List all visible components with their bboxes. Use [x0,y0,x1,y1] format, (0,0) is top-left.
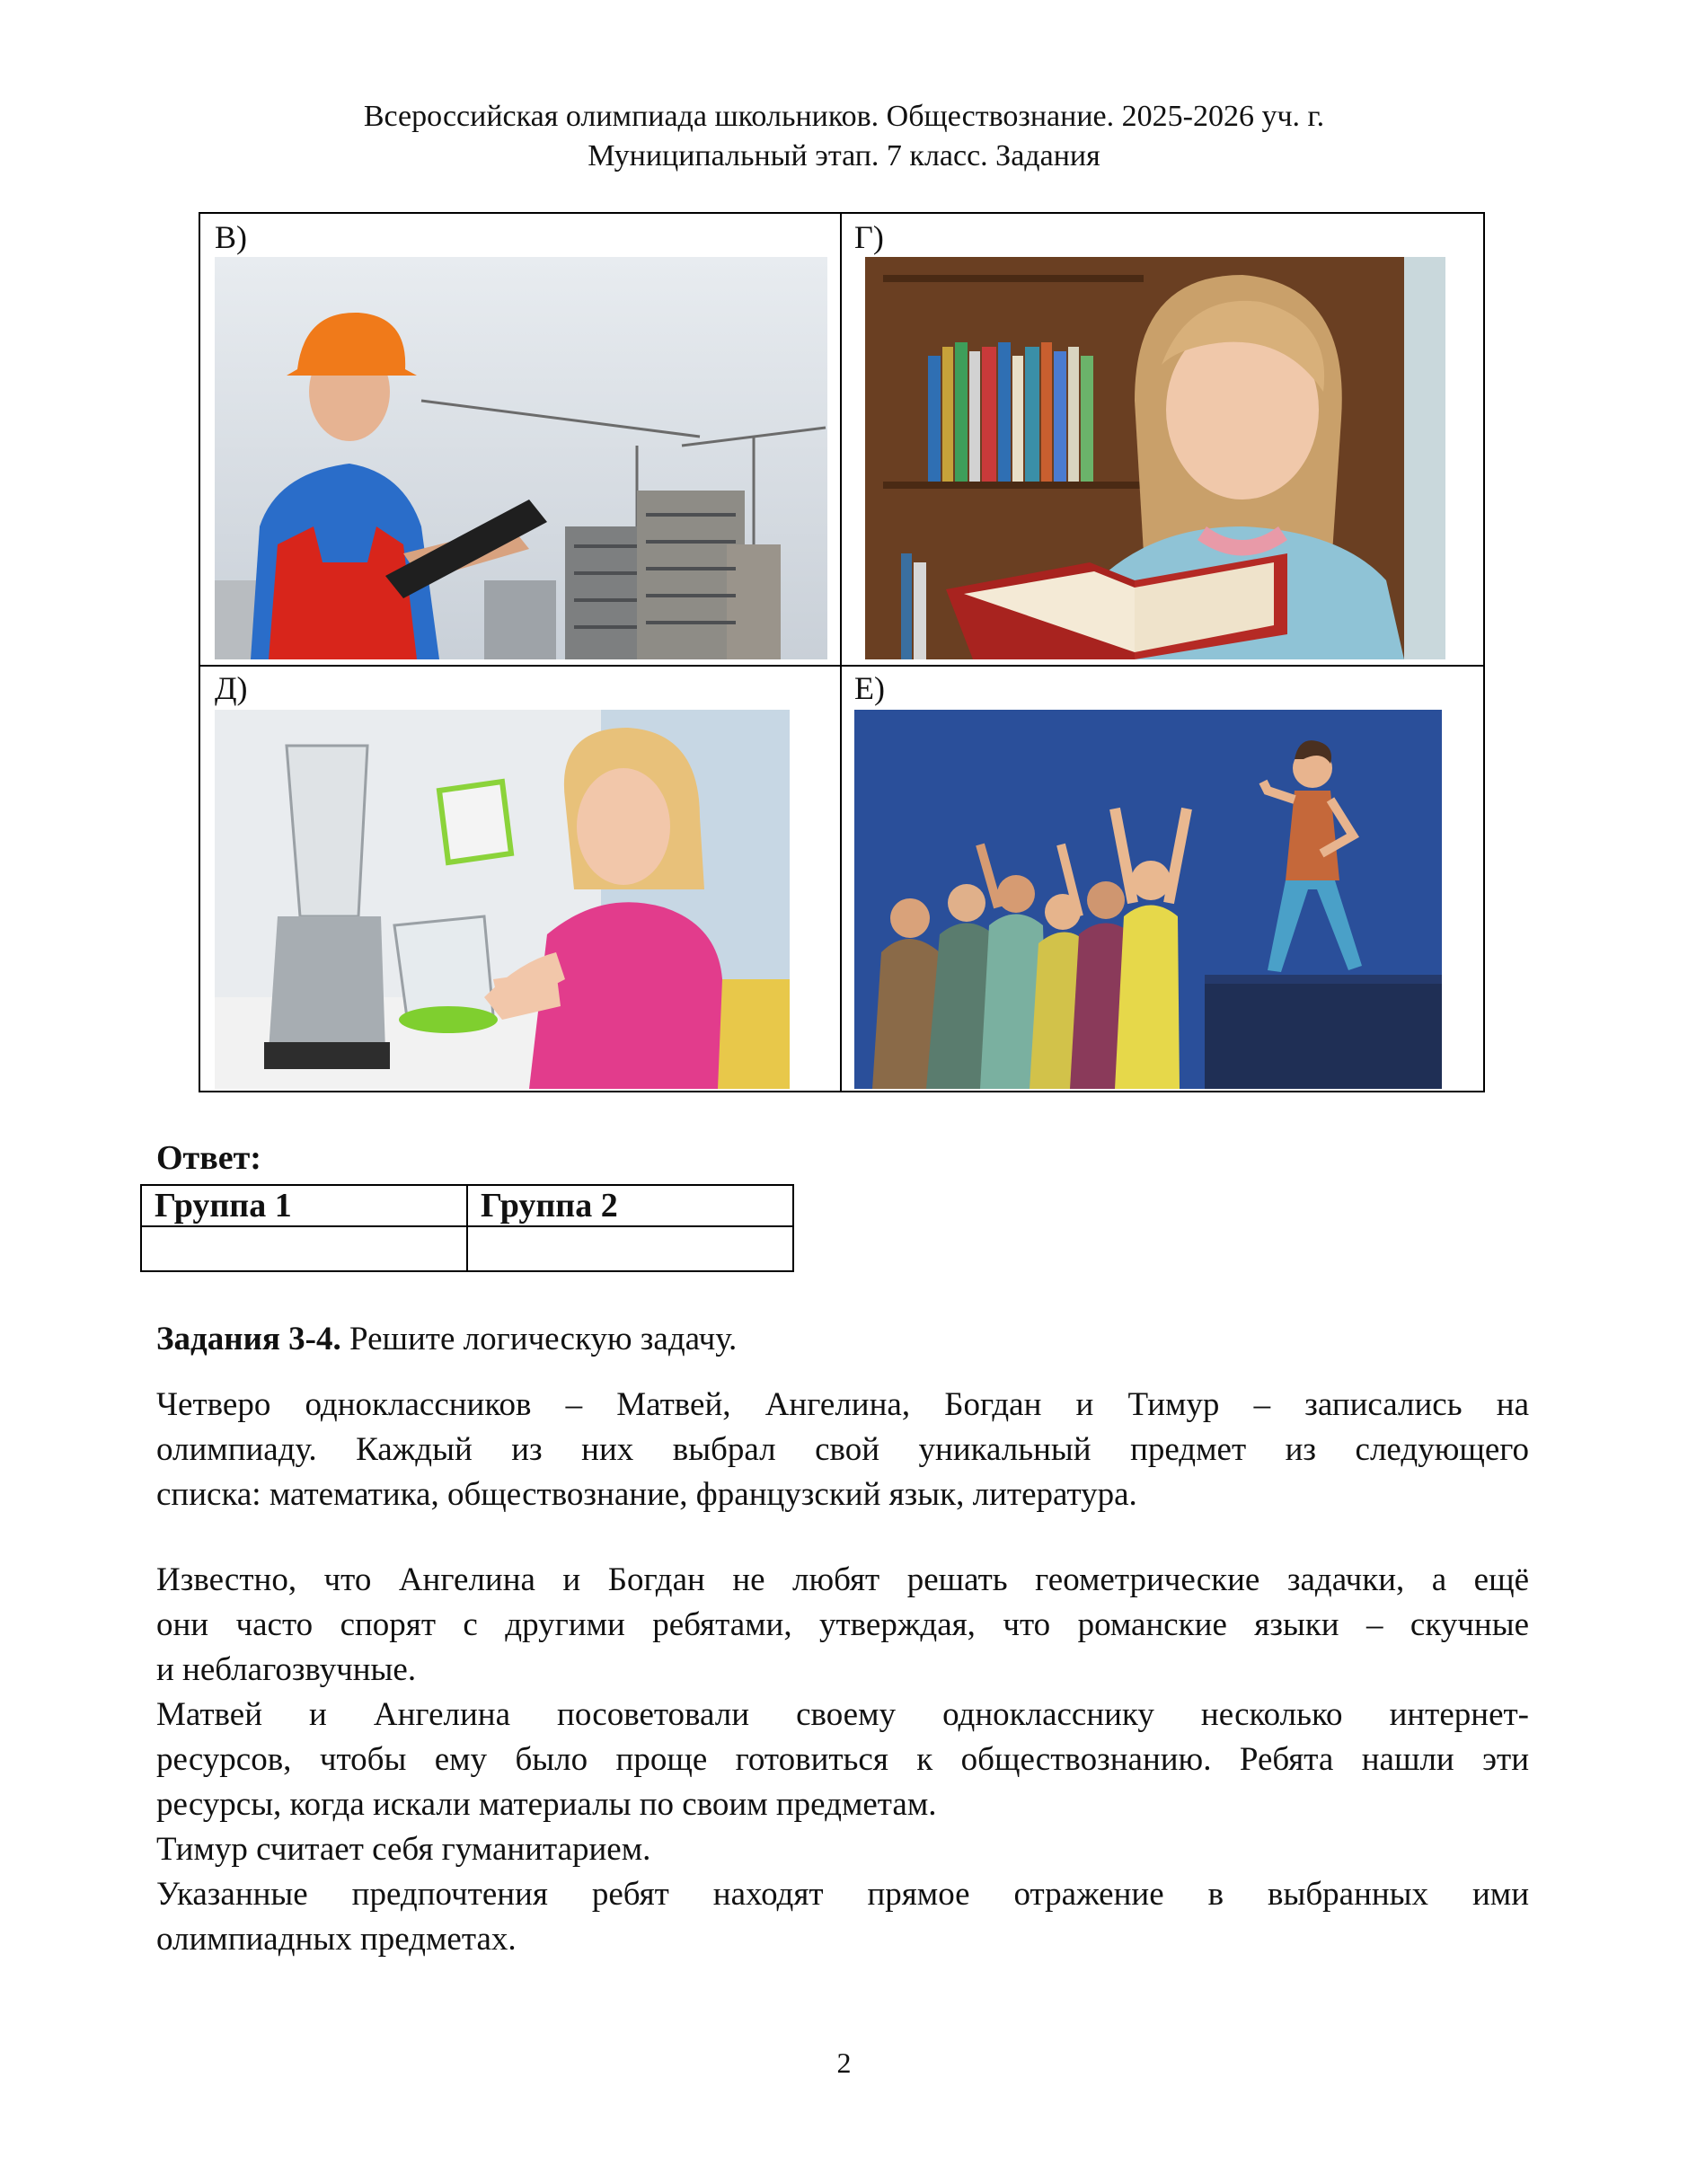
image-label-d: Д) [215,670,248,706]
answer-header-group-1: Группа 1 [141,1185,467,1226]
p1-line: списка: математика, обществознание, французский язык, литература. [156,1476,1137,1513]
concert-illustration [854,710,1442,1089]
image-label-e: Е) [854,670,885,706]
image-grid [199,212,1485,1092]
woman-shopping-photo [215,710,790,1089]
p2-line: Тимур считает себя гуманитарием. [156,1831,651,1868]
construction-worker-photo [215,257,827,659]
p2-line: и неблагозвучные. [156,1651,417,1688]
image-label-v: В) [215,219,247,255]
header-line-1: Всероссийская олимпиада школьников. Обществознание. 2025-2026 уч. г. [363,100,1325,133]
page-header [0,97,1688,176]
image-label-g: Г) [854,219,884,255]
p1-line: олимпиаду. Каждый из них выбрал свой уникальный предмет из следующего [156,1431,1529,1468]
p2-line: они часто спорят с другими ребятами, утверждая, что романские языки – скучные [156,1606,1529,1643]
p2-line: ресурсов, чтобы ему было проще готовиться к обществознанию. Ребята нашли эти [156,1741,1529,1778]
grid-divider-vertical [840,214,842,1091]
task-paragraph-2 [156,1558,1529,1962]
answer-title: Ответ: [156,1139,261,1177]
p2-line: Указанные предпочтения ребят находят прямое отражение в выбранных ими [156,1876,1529,1913]
answer-table [140,1184,794,1272]
task-title-bold: Задания 3-4. [156,1321,341,1357]
task-paragraph-1 [156,1383,1529,1517]
grid-divider-horizontal [200,665,1483,667]
p2-line: Матвей и Ангелина посоветовали своему однокласснику несколько интернет- [156,1696,1529,1733]
answer-header-group-2: Группа 2 [467,1185,793,1226]
page-number: 2 [836,2047,852,2079]
answer-cell-group-2[interactable] [467,1226,793,1271]
p2-line: ресурсы, когда искали материалы по своим предметам. [156,1786,937,1823]
answer-cell-group-1[interactable] [141,1226,467,1271]
p1-line: Четверо одноклассников – Матвей, Ангелина, Богдан и Тимур – записались на [156,1386,1529,1423]
p2-line: Известно, что Ангелина и Богдан не любят решать геометрические задачки, а ещё [156,1561,1529,1598]
header-line-2: Муниципальный этап. 7 класс. Задания [588,139,1100,172]
girl-reading-photo [865,257,1445,659]
task-title-rest: Решите логическую задачу. [340,1321,738,1357]
p2-line: олимпиадных предметах. [156,1921,517,1958]
task-title [156,1317,1529,1362]
